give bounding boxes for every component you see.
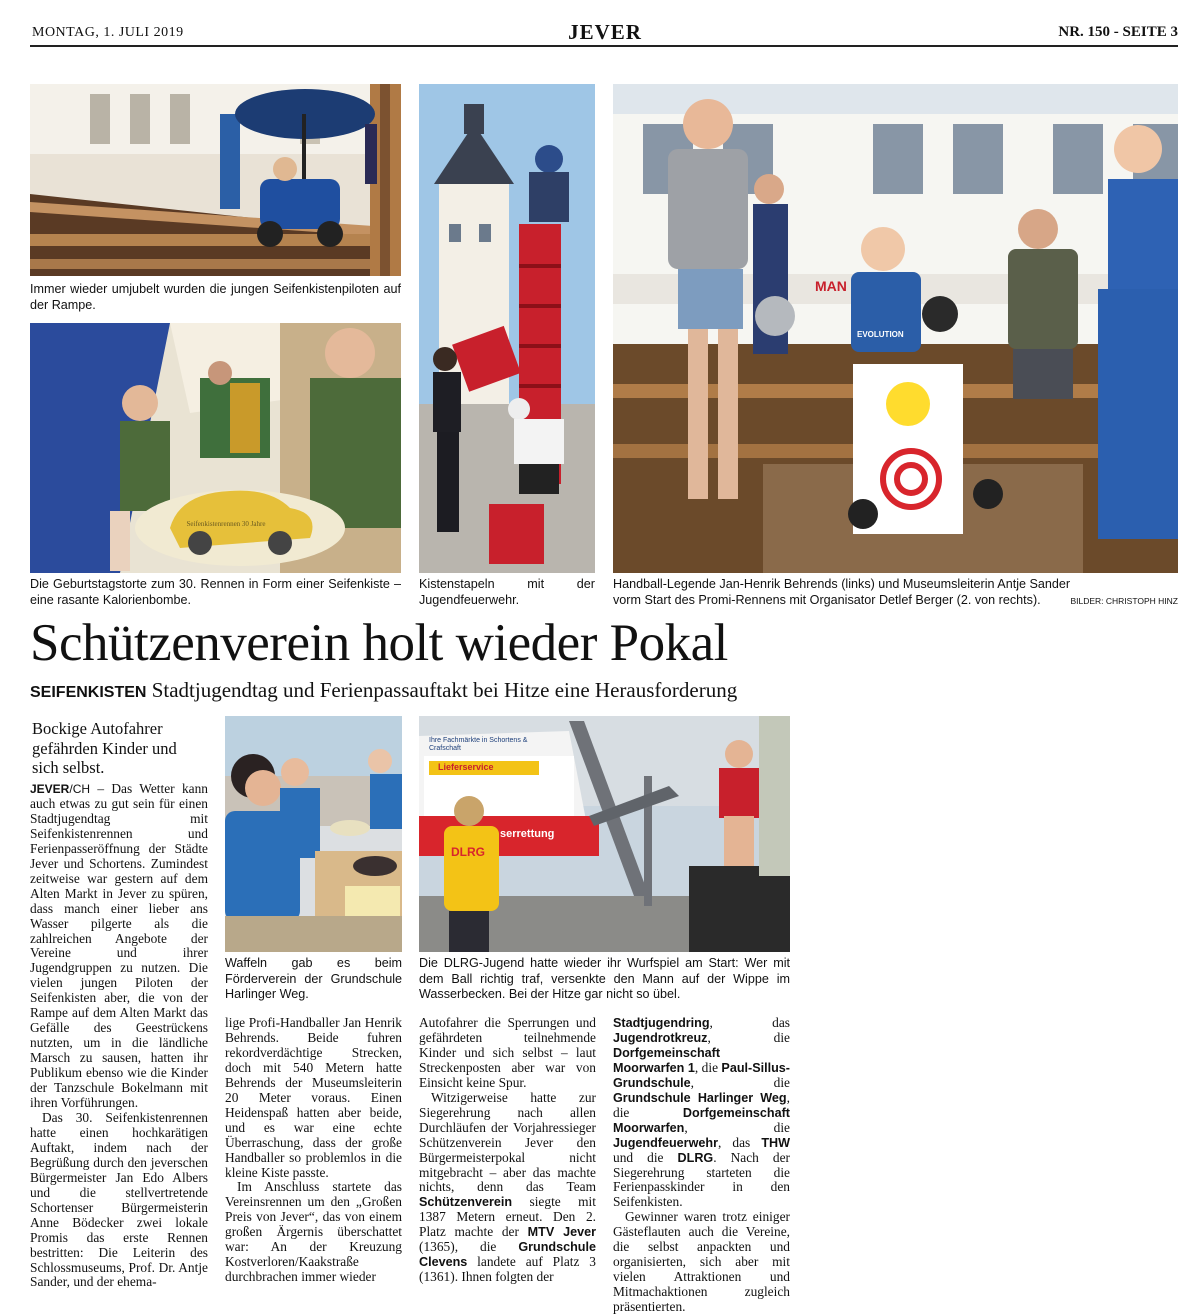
article-col4-p1: [613, 1016, 790, 1210]
photo-waffles: [225, 716, 402, 952]
article-kicker: SEIFENKISTEN: [30, 684, 147, 701]
col3-bold-2: MTV Jever: [527, 1225, 597, 1240]
article-subhead: Stadtjugendtag und Ferienpassauftakt bei Hitze eine Herausforderung: [151, 678, 738, 702]
article-teaser: Bockige Autofahrer gefährden Kinder und sich selbst.: [32, 719, 177, 777]
article-col4-p2: Gewinner waren trotz einiger Gästeflauten auch die Vereine, die selbst anpackten und organisierten, sich aber mit vielen Attraktionen und Mitmachaktionen zugleich präsentierten.: [613, 1209, 790, 1315]
article-column-4: [613, 1016, 790, 1315]
caption-photo-6: Die DLRG-Jugend hatte wieder ihr Wurfspiel am Start: Wer mit dem Ball richtig traf, versenkte den Mann auf der Wippe im Wasserbecken. Bei der Hitze gar nicht so übel.: [419, 956, 790, 1001]
col4-bold-8: THW: [761, 1135, 790, 1150]
article-col3-p2: [419, 1091, 596, 1285]
photo-truck-top-text: Ihre Fachmärkte in Schortens & Crafschaft: [429, 737, 528, 752]
col4-text-3: , die: [694, 1059, 722, 1075]
col4-text-7: , das: [717, 1134, 762, 1150]
photo-promi-race: [613, 84, 1178, 573]
col4-text-9: . Nach der Siegerehrung starteten die Ferienpasskinder in den Seifenkisten.: [613, 1149, 790, 1210]
photo-truck-bottom-text: serrettung: [500, 828, 555, 840]
header-date: MONTAG, 1. JULI 2019: [32, 25, 184, 40]
col4-text-5: , die: [613, 1089, 790, 1120]
col4-bold-2: Jugendrotkreuz: [613, 1030, 708, 1045]
header-section: JEVER: [568, 20, 642, 44]
col3-text-b: siegte mit 1387 Metern erneut. Den 2. Platz machte der: [419, 1194, 596, 1240]
article-column-2: [225, 1016, 402, 1285]
col3-text-d: landete auf Platz 3 (1361). Ihnen folgten der: [419, 1254, 596, 1285]
article-column-1: [30, 782, 208, 1290]
caption-photo-2: Die Geburtstagstorte zum 30. Rennen in Form einer Seifenkiste – eine rasante Kalorienbombe.: [30, 577, 401, 607]
article-subhead-line: [30, 678, 737, 703]
photo-crate-stacking: [419, 84, 595, 573]
article-col1-p2: Das 30. Seifenkistenrennen hatte einen hochkarätigen Auftakt, indem nach der Begrüßung durch den jeverschen Bürgermeister Jan Edo Albers und die stellvertretende Schortenser Bürgermeisterin Anne Bödecker zwei lokale Promis das erste Rennen bestritten: Die Leiterin des Schlossmuseums, Prof. Dr. Antje Sander, und der ehema-: [30, 1109, 208, 1290]
col4-bold-7: Jugendfeuerwehr: [613, 1135, 718, 1150]
photo-soapbox-ramp: [30, 84, 401, 276]
col4-bold-1: Stadtjugendring: [613, 1016, 710, 1030]
article-col2-p2: Im Anschluss startete das Vereinsrennen um den „Großen Preis von Jever“, das von einem großen Ärgernis überschattet war: An der Kreuzung Kostverloren/Kaakstraße durchbrachen immer wieder: [225, 1179, 402, 1285]
col4-bold-6: Dorfgemeinschaft Moorwarfen: [613, 1105, 790, 1135]
col4-text-1: , das: [709, 1015, 790, 1030]
col3-text-c: (1365), die: [419, 1239, 519, 1255]
col4-text-4: , die: [690, 1074, 790, 1090]
col4-text-2: , die: [707, 1029, 790, 1045]
photo-cake-text: Seifenkistenrennen 30 Jahre: [186, 520, 266, 528]
col4-bold-3: Dorfgemeinschaft Moorwarfen 1: [613, 1045, 721, 1075]
caption-photo-3: Kistenstapeln mit der Jugendfeuerwehr.: [419, 577, 595, 607]
col3-text-a: Witzigerweise hatte zur Siegerehrung nach allen Durchläufen der Vorjahressieger Schützenverein Jever den Bürgermeisterpokal nicht mitgebracht – aber das machte nichts, denn das Team: [419, 1089, 596, 1195]
header-rule: [30, 45, 1178, 47]
article-col3-p1: Autofahrer die Sperrungen und gefährdeten teilnehmende Kinder und sich selbst – laut Streckenposten aber war von Einsicht keine Spur.: [419, 1015, 596, 1090]
col4-bold-5: Grundschule Harlinger Weg: [613, 1090, 787, 1105]
article-column-3: [419, 1016, 596, 1285]
article-headline: Schützenverein holt wieder Pokal: [30, 614, 728, 672]
caption-photo-1: Immer wieder umjubelt wurden die jungen Seifenkistenpiloten auf der Rampe.: [30, 282, 401, 312]
col1-p1-text: – Das Wetter kann auch etwas zu gut sein für einen Stadtjugendtag mit Seifenkistenrennen und Ferienpasseröffnung der Städte Jever und Schortens. Zumindest zeitweise war gestern auf dem Alten Markt in Jever zu spüren, dass manch einer lieber ans Wasser pilgerte als die zahlreichen Angebote der Vereine und ihrer Jugendgruppen zu nutzen. Die vielen jungen Piloten der Seifenkisten aber, die von der Rampe auf dem Alten Markt das Gefälle des Geestrückens nutzten, um in die ländliche Marsch zu sausen, hatten ihr Publikum ebenso wie die Kinder der Tanzschule Bokelmann mit ihren Vorführungen.: [30, 781, 208, 1111]
col3-bold-1: Schützenverein: [419, 1195, 513, 1210]
article-col1-p1: [30, 782, 208, 1111]
photo-dlrg-text: DLRG: [451, 845, 485, 859]
dateline: JEVER: [30, 782, 70, 796]
col4-text-8: und die: [613, 1149, 678, 1165]
col4-text-6: , die: [684, 1119, 790, 1135]
col4-bold-9: DLRG: [677, 1150, 714, 1165]
photo-birthday-cake: [30, 323, 401, 573]
header-page: NR. 150 - SEITE 3: [1058, 24, 1178, 40]
photo-banner-text: Lieferservice: [438, 762, 494, 772]
photo-shop-sign: MAN: [815, 278, 847, 294]
dateline-suffix: /CH: [69, 782, 91, 796]
photo-credit: BILDER: CHRISTOPH HINZ: [1070, 596, 1178, 606]
article-col2-p1: lige Profi-Handballer Jan Henrik Behrends. Beide fuhren rekordverdächtige Strecken, doch mit 540 Metern hatte Behrends der Museumsleiterin 20 Meter voraus. Einen Heidenspaß hatten aber beide, und es war eine echte Überraschung, dass der große Handballer so problemlos in die kleine Kiste passte.: [225, 1015, 402, 1180]
col3-bold-3: Grundschule Clevens: [419, 1240, 596, 1270]
photo-shirt-text: EVOLUTION: [857, 330, 904, 339]
caption-photo-5: Waffeln gab es beim Förderverein der Grundschule Harlinger Weg.: [225, 956, 402, 1001]
caption-photo-4: Handball-Legende Jan-Henrik Behrends (links) und Museumsleiterin Antje Sander vorm Start des Promi-Rennens mit Organisator Detlef Berger (2. von rechts).: [613, 577, 1071, 607]
col4-bold-4: Paul-Sillus-Grundschule: [613, 1060, 790, 1090]
